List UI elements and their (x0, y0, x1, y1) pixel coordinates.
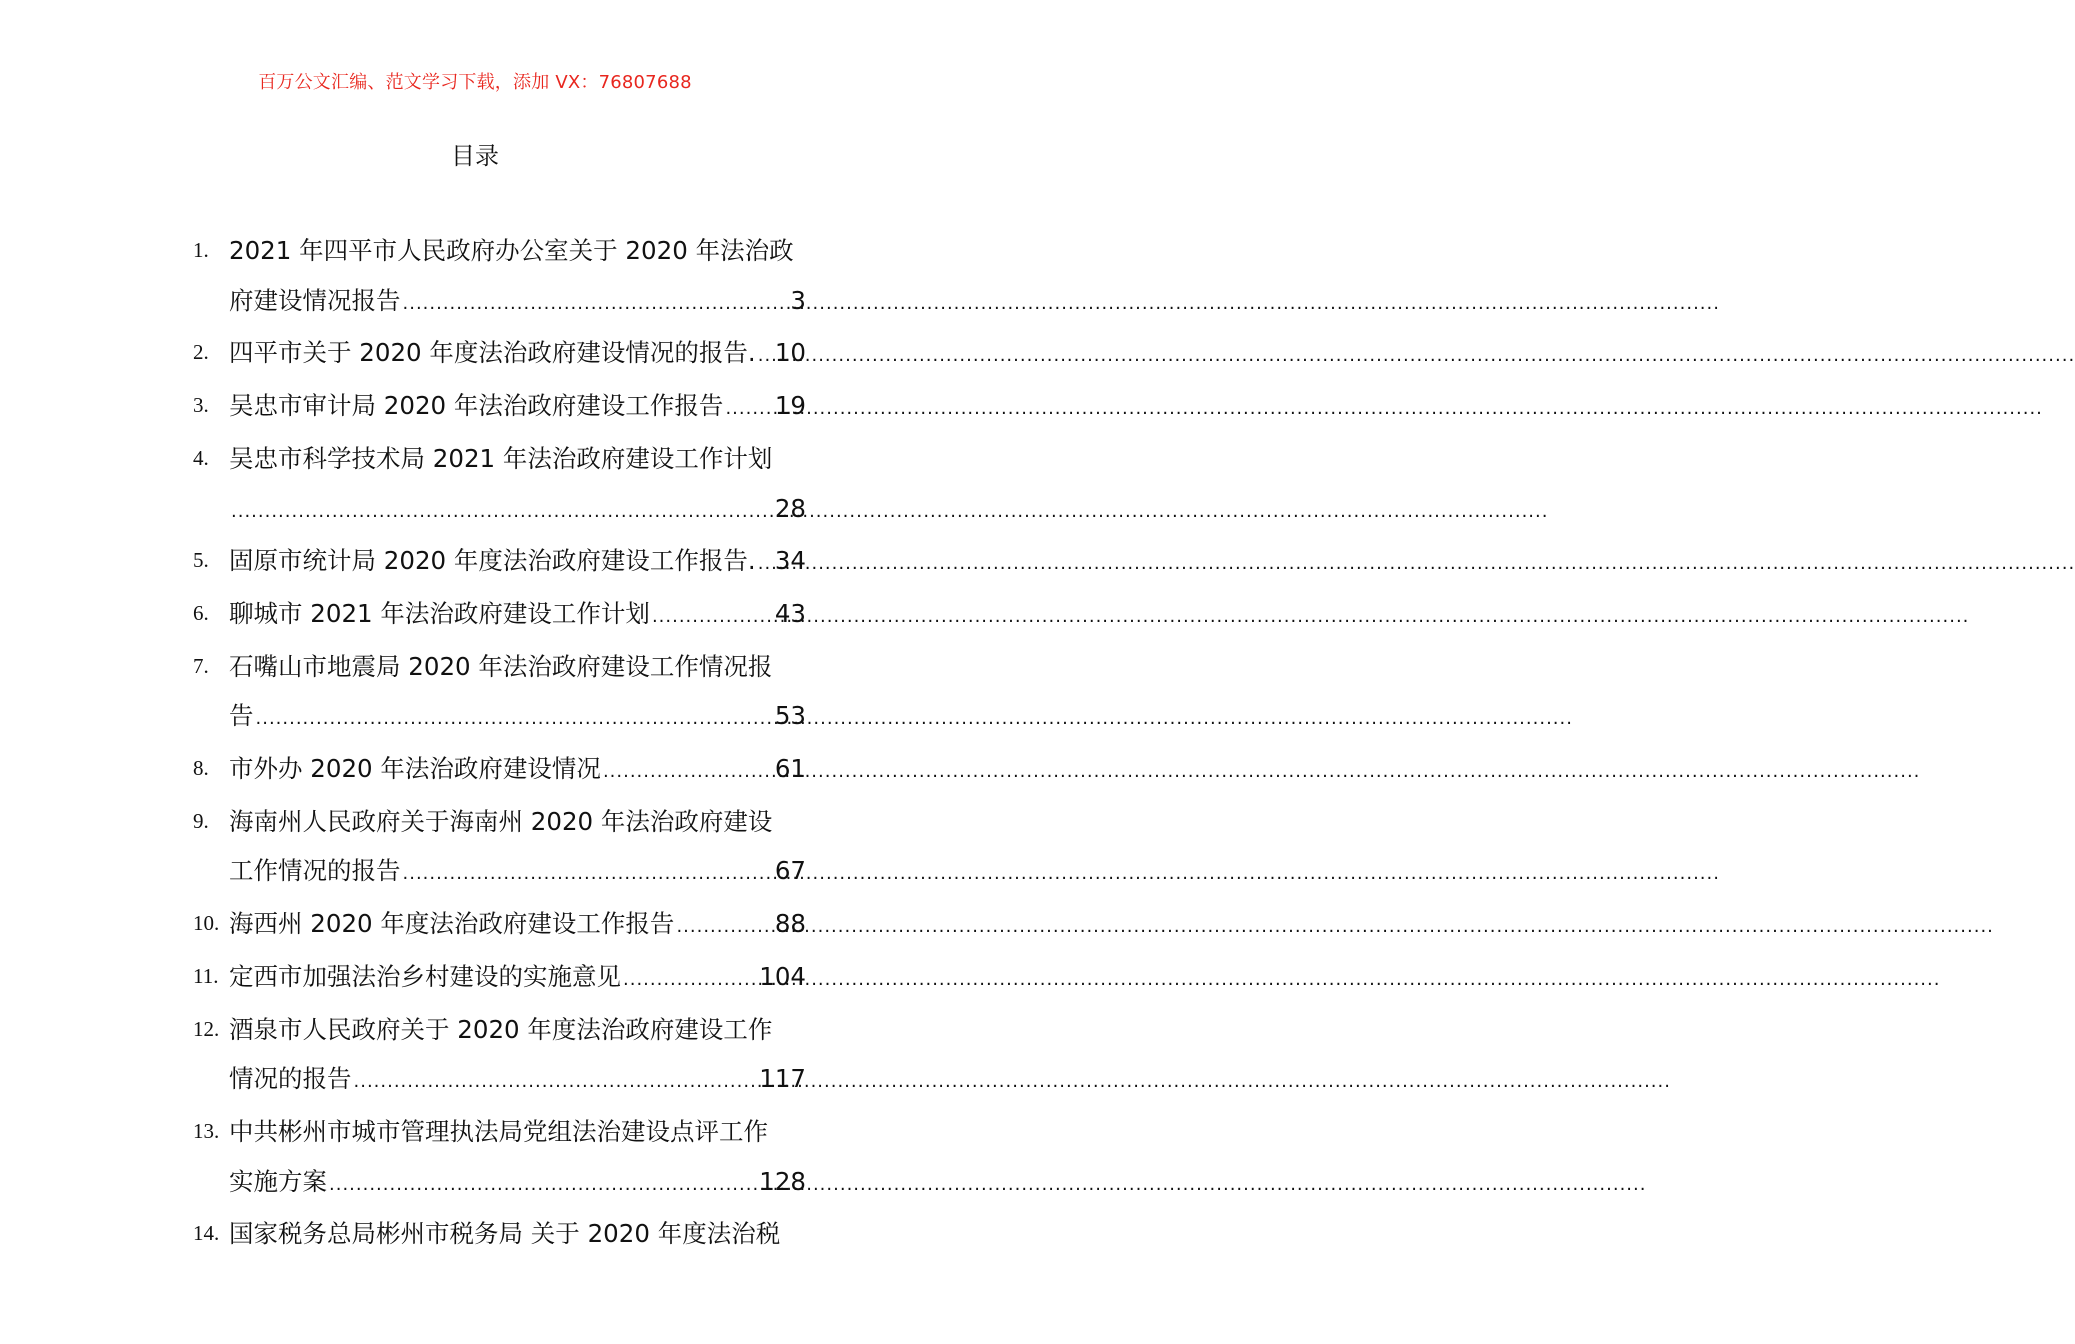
toc-entry-title[interactable]: 四平市关于 2020 年度法治政府建设情况的报告. (229, 338, 756, 368)
toc-entry[interactable] (193, 642, 806, 744)
toc-entry[interactable] (193, 381, 806, 434)
toc-entry-body (229, 381, 806, 434)
toc-entry-body (229, 1005, 806, 1107)
toc-entry[interactable] (193, 1107, 806, 1209)
toc-entry-title-continued[interactable]: 府建设情况报告 (229, 285, 401, 315)
toc-entry-body (229, 226, 806, 328)
toc-entry-title[interactable]: 吴忠市审计局 2020 年法治政府建设工作报告 (229, 391, 724, 421)
toc-page-number[interactable]: 88 (774, 909, 806, 939)
toc-page-number[interactable]: 28 (774, 493, 806, 523)
toc-page-number[interactable]: 43 (774, 598, 806, 628)
toc-page-number[interactable]: 128 (759, 1166, 806, 1196)
toc-dot-leader (758, 331, 773, 381)
page-title: 目录 (451, 142, 499, 170)
toc-entry-number: 6. (193, 600, 209, 625)
toc-entry-title[interactable]: 中共彬州市城市管理执法局党组法治建设点评工作 (229, 1116, 768, 1146)
toc-entry[interactable] (193, 328, 806, 381)
toc-page-number[interactable]: 34 (774, 546, 806, 576)
toc-entry[interactable] (193, 899, 806, 952)
toc-page-number[interactable]: 3 (790, 285, 806, 315)
toc-entry-number: 13. (193, 1118, 220, 1143)
toc-entry-title[interactable]: 聊城市 2021 年法治政府建设工作计划 (229, 598, 650, 628)
toc-entry-title-continued[interactable]: 实施方案 (229, 1166, 327, 1196)
toc-entry-body (229, 434, 806, 536)
toc-entry-body (229, 899, 806, 952)
toc-entry-body (229, 952, 806, 1005)
toc-dot-leader (676, 902, 772, 952)
toc-entry-title[interactable]: 吴忠市科学技术局 2021 年法治政府建设工作计划 (229, 443, 773, 473)
toc-entry[interactable] (193, 744, 806, 797)
toc-entry-body (229, 642, 806, 744)
toc-entry-number: 8. (193, 756, 209, 781)
toc-entry-title[interactable]: 国家税务总局彬州市税务局 关于 2020 年度法治税 (229, 1219, 781, 1249)
toc-entry-number: 5. (193, 548, 209, 573)
toc-entry-title[interactable]: 市外办 2020 年法治政府建设情况 (229, 754, 601, 784)
toc-entry-title[interactable]: 酒泉市人民政府关于 2020 年度法治政府建设工作 (229, 1014, 773, 1044)
toc-entry-number: 7. (193, 653, 209, 678)
toc-entry-title[interactable]: 石嘴山市地震局 2020 年法治政府建设工作情况报 (229, 651, 773, 681)
toc-entry-body (229, 1107, 806, 1209)
toc-entry[interactable] (193, 589, 806, 642)
toc-entry-body (229, 1209, 806, 1259)
toc-page-number[interactable]: 67 (774, 856, 806, 886)
toc-page-number[interactable]: 10 (774, 338, 806, 368)
toc-entry-title[interactable]: 定西市加强法治乡村建设的实施意见 (229, 961, 621, 991)
table-of-contents (193, 226, 806, 1259)
toc-entry[interactable] (193, 1005, 806, 1107)
toc-dot-leader (354, 1057, 758, 1107)
toc-entry-title-continued[interactable]: 情况的报告 (229, 1064, 352, 1094)
toc-dot-leader (725, 384, 772, 434)
toc-entry-body (229, 589, 806, 642)
toc-entry-number: 11. (193, 963, 219, 988)
toc-entry-number: 10. (193, 911, 220, 936)
toc-dot-leader (652, 592, 773, 642)
toc-entry-title[interactable]: 海南州人民政府关于海南州 2020 年法治政府建设 (229, 806, 773, 836)
toc-dot-leader (256, 694, 773, 744)
toc-entry[interactable] (193, 1209, 806, 1259)
toc-dot-leader (403, 279, 789, 329)
toc-entry-number: 3. (193, 393, 209, 418)
toc-entry-number: 9. (193, 808, 209, 833)
toc-entry[interactable] (193, 952, 806, 1005)
toc-dot-leader (623, 955, 757, 1005)
toc-entry-title[interactable]: 海西州 2020 年度法治政府建设工作报告 (229, 909, 675, 939)
toc-dot-leader (758, 539, 773, 589)
toc-entry[interactable] (193, 226, 806, 328)
toc-dot-leader (403, 849, 773, 899)
toc-entry-body (229, 536, 806, 589)
toc-entry-number: 12. (193, 1016, 220, 1041)
toc-entry-title[interactable]: 固原市统计局 2020 年度法治政府建设工作报告. (229, 546, 756, 576)
toc-dot-leader (603, 747, 773, 797)
toc-page-number[interactable]: 117 (759, 1064, 806, 1094)
toc-entry[interactable] (193, 536, 806, 589)
toc-page-number[interactable]: 104 (759, 961, 806, 991)
toc-entry-number: 14. (193, 1221, 220, 1246)
toc-entry-number: 4. (193, 445, 209, 470)
toc-dot-leader (231, 487, 773, 537)
toc-entry-title-continued[interactable]: 工作情况的报告 (229, 856, 401, 886)
toc-entry-body (229, 797, 806, 899)
toc-page-number[interactable]: 19 (774, 391, 806, 421)
toc-page-number[interactable]: 61 (774, 754, 806, 784)
toc-entry-body (229, 328, 806, 381)
toc-page-number[interactable]: 53 (774, 701, 806, 731)
toc-dot-leader (329, 1160, 757, 1210)
header-note: 百万公文汇编、范文学习下载，添加 VX：76807688 (258, 72, 692, 93)
toc-entry-title[interactable]: 2021 年四平市人民政府办公室关于 2020 年法治政 (229, 236, 794, 265)
toc-entry[interactable] (193, 797, 806, 899)
toc-entry-number: 2. (193, 340, 209, 365)
toc-entry-body (229, 744, 806, 797)
toc-entry-title-continued[interactable]: 告 (229, 701, 254, 731)
toc-entry[interactable] (193, 434, 806, 536)
toc-entry-number: 1. (193, 238, 209, 262)
